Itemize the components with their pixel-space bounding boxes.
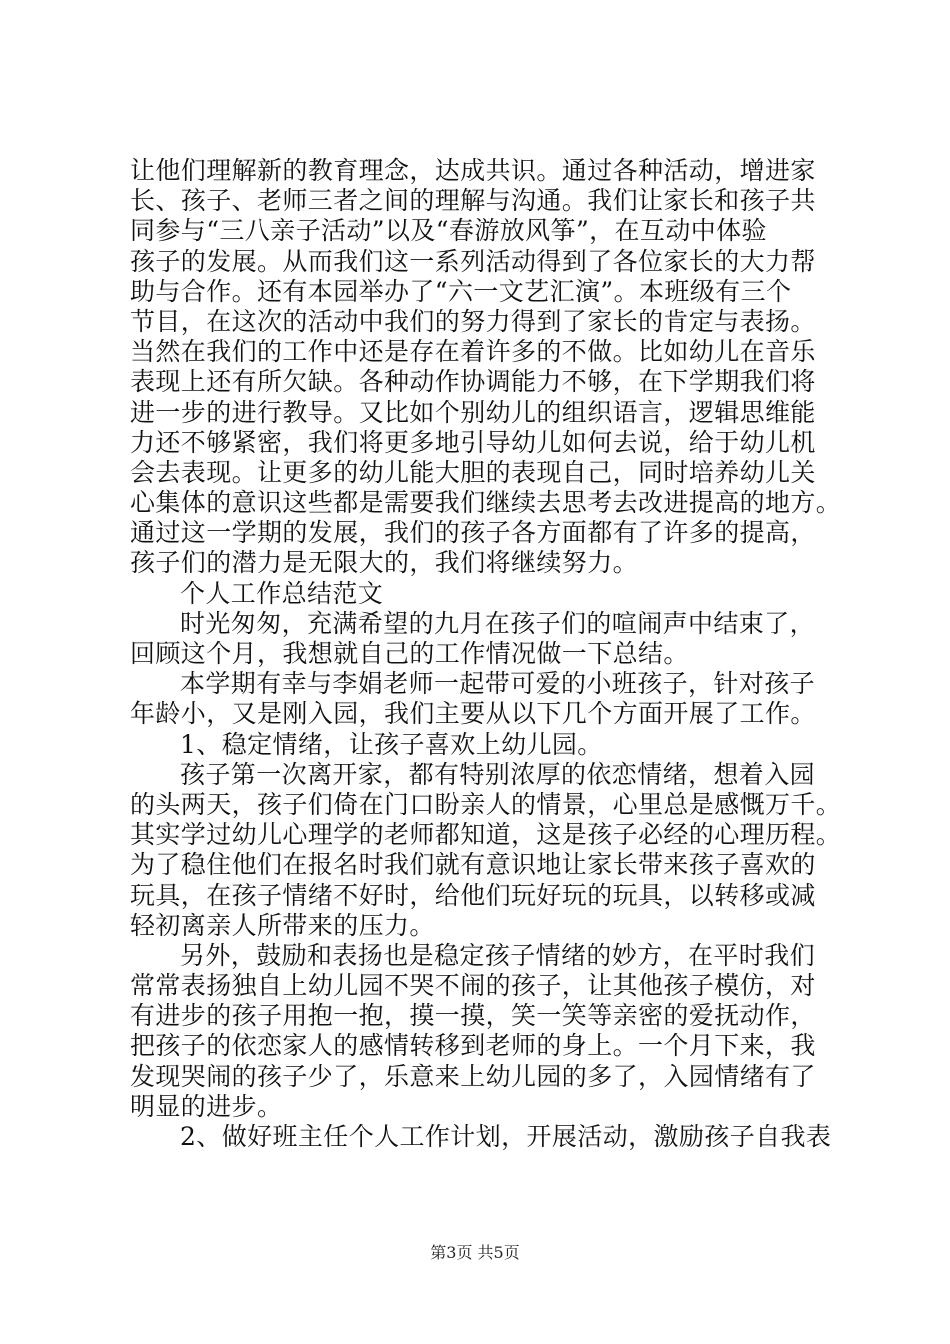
text-line: 让他们理解新的教育理念，达成共识。通过各种活动，增进家 bbox=[130, 156, 816, 185]
text-line: 本学期有幸与李娟老师一起带可爱的小班孩子，针对孩子 bbox=[180, 669, 816, 699]
text-line: 表现上还有所欠缺。各种动作协调能力不够，在下学期我们将 bbox=[130, 367, 816, 397]
text-line: 孩子们的潜力是无限大的，我们将继续努力。 bbox=[130, 548, 639, 578]
body-text bbox=[130, 156, 842, 1152]
text-line: 当然在我们的工作中还是存在着许多的不做。比如幼儿在音乐 bbox=[130, 337, 816, 367]
text-line: 常常表扬独自上幼儿园不哭不闹的孩子，让其他孩子模仿，对 bbox=[130, 971, 816, 1001]
text-line: 把孩子的依恋家人的感情转移到老师的身上。一个月下来，我 bbox=[130, 1031, 816, 1061]
text-line: 的头两天，孩子们倚在门口盼亲人的情景，心里总是感慨万千。 bbox=[130, 789, 842, 819]
page-footer: 第3页 共5页 bbox=[430, 1243, 520, 1262]
subheading: 2、做好班主任个人工作计划，开展活动，激励孩子自我表 bbox=[180, 1122, 832, 1151]
text-line: 有进步的孩子用抱一抱，摸一摸，笑一笑等亲密的爱抚动作， bbox=[130, 1001, 816, 1031]
text-line: 孩子第一次离开家，都有特别浓厚的依恋情绪，想着入园 bbox=[180, 759, 816, 789]
text-line: 发现哭闹的孩子少了，乐意来上幼儿园的多了，入园情绪有了 bbox=[130, 1061, 816, 1091]
text-line: 会去表现。让更多的幼儿能大胆的表现自己，同时培养幼儿关 bbox=[130, 457, 816, 487]
text-line: 轻初离亲人所带来的压力。 bbox=[130, 910, 435, 940]
text-line: 玩具，在孩子情绪不好时，给他们玩好玩的玩具，以转移或减 bbox=[130, 880, 816, 910]
text-line: 力还不够紧密，我们将更多地引导幼儿如何去说，给于幼儿机 bbox=[130, 427, 816, 457]
text-line: 年龄小，又是刚入园，我们主要从以下几个方面开展了工作。 bbox=[130, 699, 816, 729]
text-line: 同参与“三八亲子活动”以及“春游放风筝”，在互动中体验 bbox=[130, 216, 767, 246]
text-line: 明显的进步。 bbox=[130, 1091, 283, 1121]
text-line: 通过这一学期的发展，我们的孩子各方面都有了许多的提高， bbox=[130, 518, 816, 548]
text-line: 另外，鼓励和表扬也是稳定孩子情绪的妙方，在平时我们 bbox=[180, 940, 816, 970]
text-line: 长、孩子、老师三者之间的理解与沟通。我们让家长和孩子共 bbox=[130, 186, 816, 216]
text-line: 助与合作。还有本园举办了“六一文艺汇演”。本班级有三个 bbox=[130, 276, 792, 306]
text-line: 进一步的进行教导。又比如个别幼儿的组织语言，逻辑思维能 bbox=[130, 397, 816, 427]
text-line: 时光匆匆，充满希望的九月在孩子们的喧闹声中结束了， bbox=[180, 608, 816, 638]
text-line: 孩子的发展。从而我们这一系列活动得到了各位家长的大力帮 bbox=[130, 246, 816, 276]
text-line: 为了稳住他们在报名时我们就有意识地让家长带来孩子喜欢的 bbox=[130, 850, 816, 880]
section-heading: 个人工作总结范文 bbox=[180, 578, 384, 608]
text-line: 其实学过幼儿心理学的老师都知道，这是孩子必经的心理历程。 bbox=[130, 820, 842, 850]
text-line: 回顾这个月，我想就自己的工作情况做一下总结。 bbox=[130, 639, 689, 668]
text-line: 节目，在这次的活动中我们的努力得到了家长的肯定与表扬。 bbox=[130, 306, 816, 336]
text-line: 心集体的意识这些都是需要我们继续去思考去改进提高的地方。 bbox=[130, 488, 842, 518]
subheading: 1、稳定情绪，让孩子喜欢上幼儿园。 bbox=[180, 729, 603, 759]
